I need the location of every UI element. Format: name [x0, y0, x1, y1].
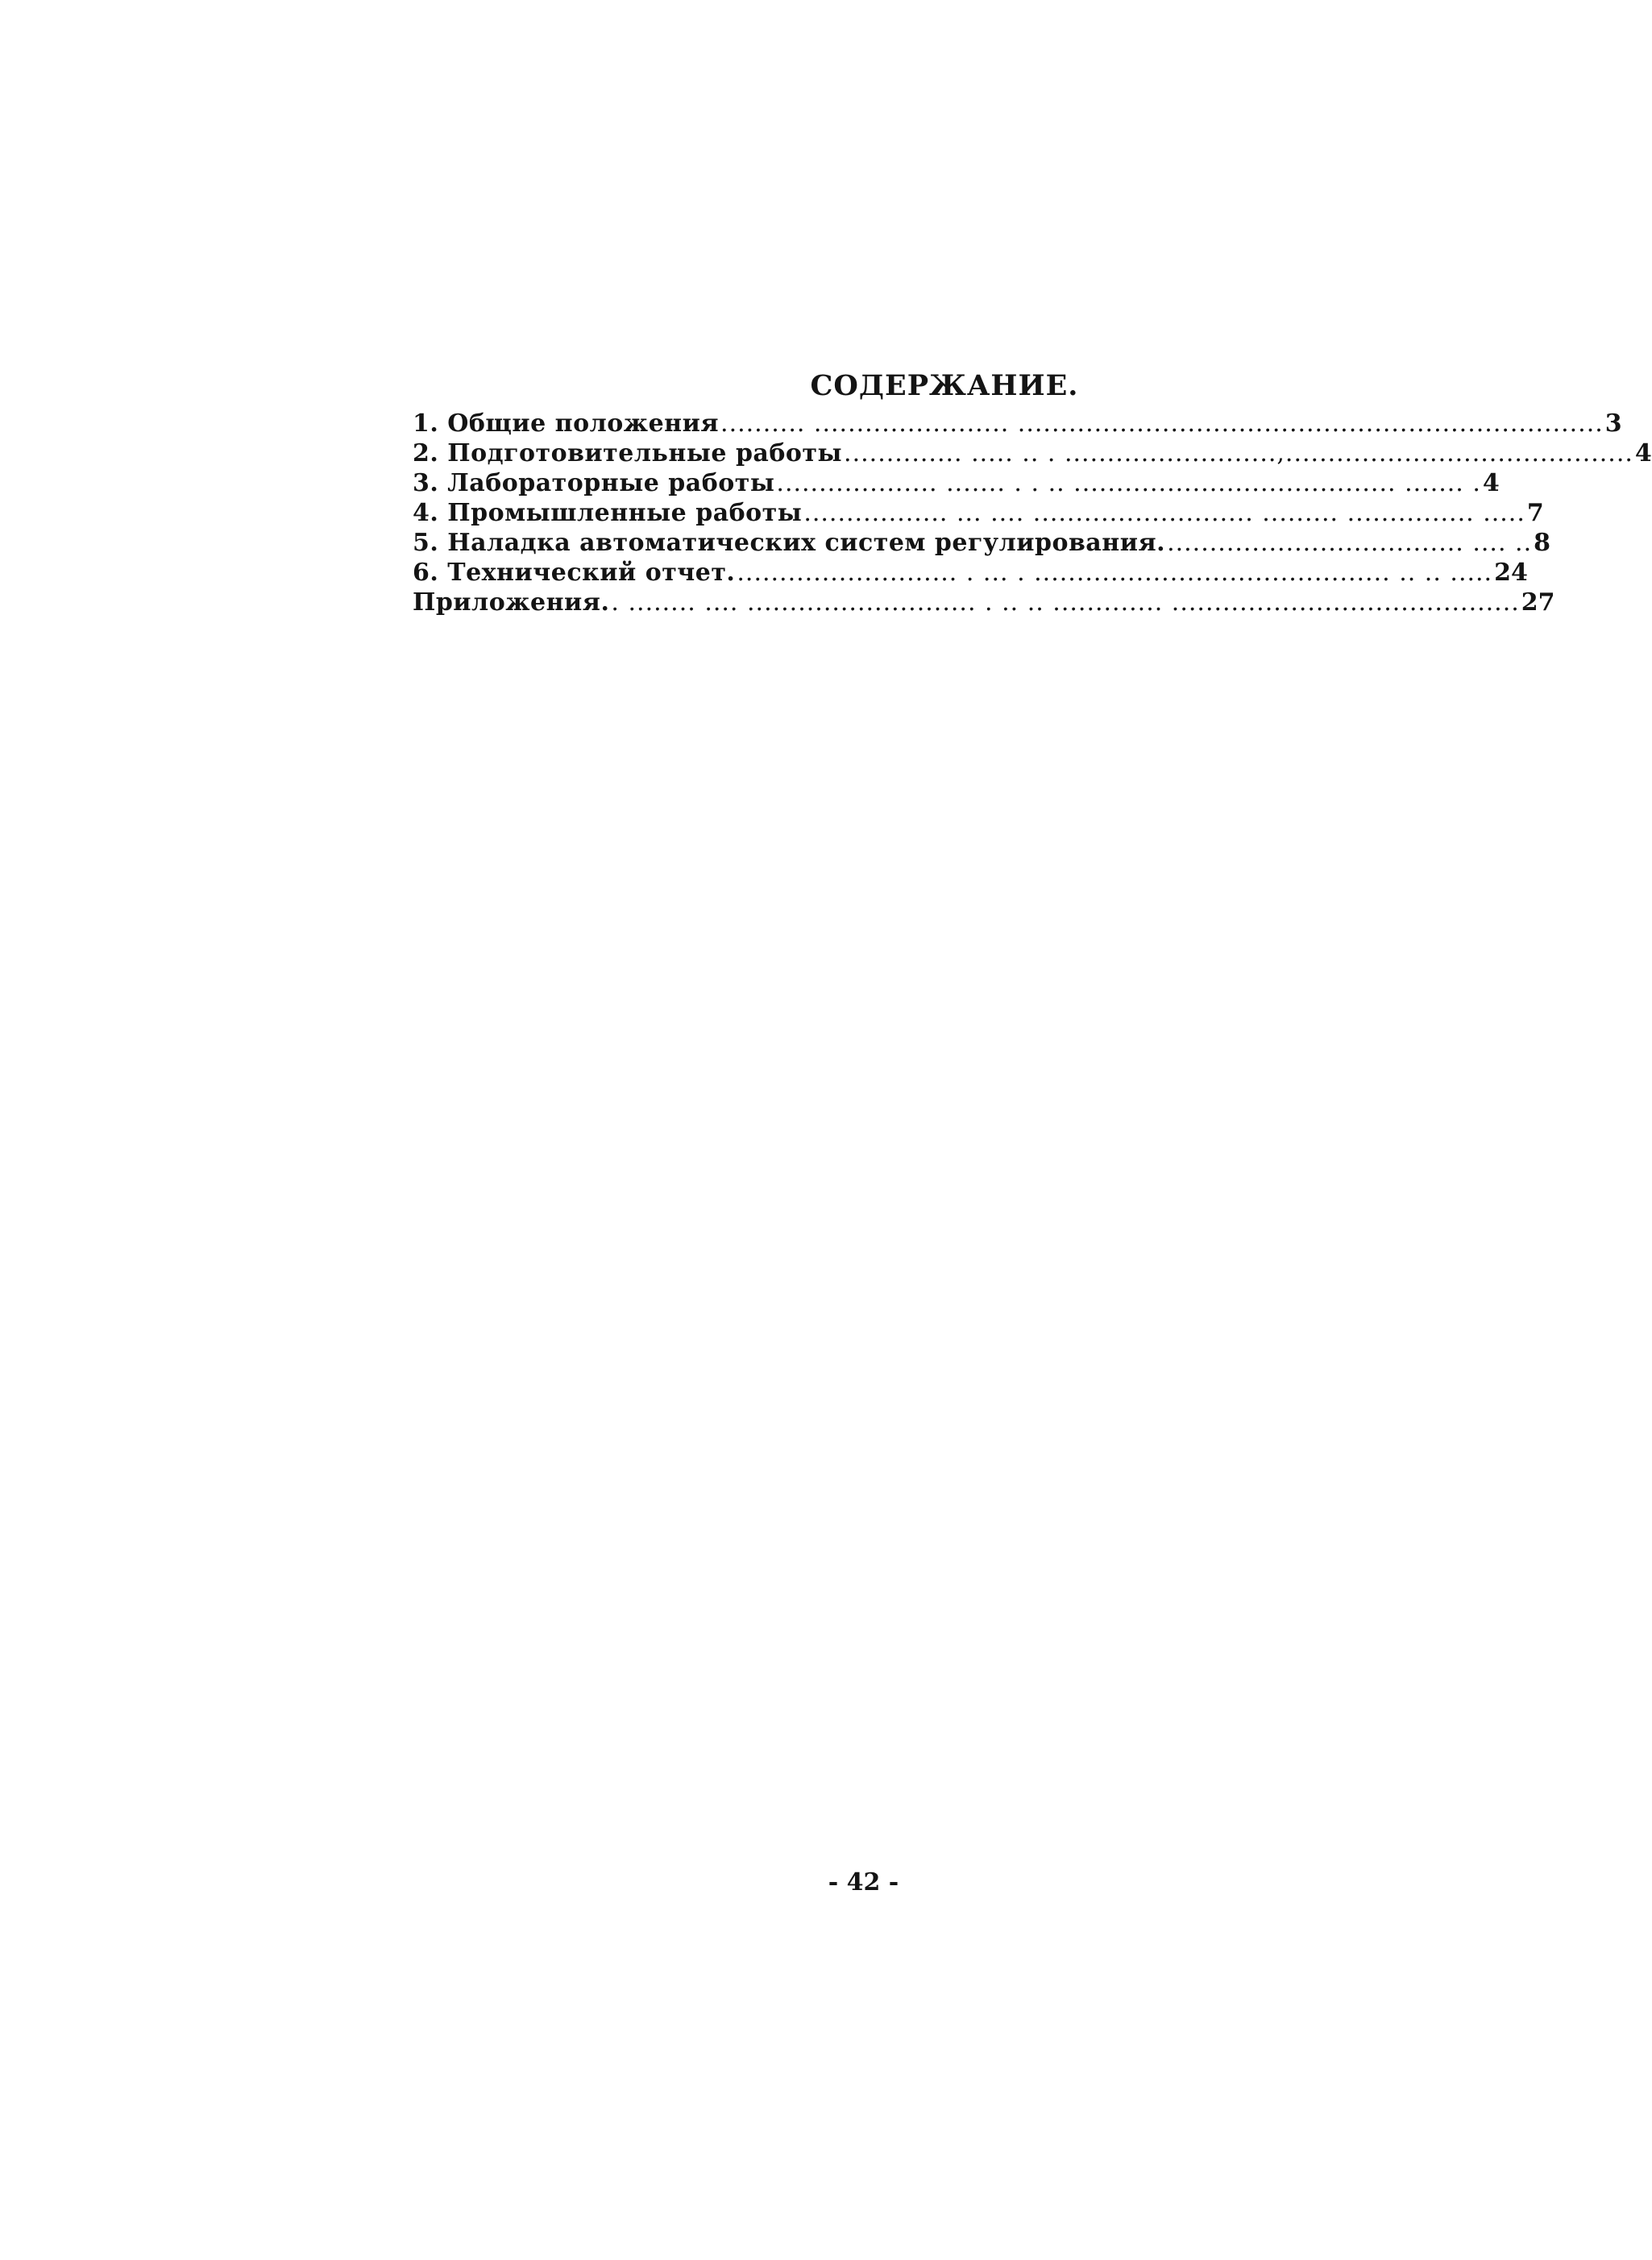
toc-entry-label: 2. Подготовительные работы — [413, 439, 843, 467]
toc-entry-label: 1. Общие положения — [413, 409, 720, 438]
toc-dot-leader: ................... ....... . . .. ...................................... ....... . — [776, 469, 1481, 497]
toc-dot-leader: .............. ..... .. . .........................,......................................... — [844, 439, 1633, 467]
toc-entry-page: 7 — [1526, 499, 1544, 527]
toc-entry — [413, 409, 1622, 438]
toc-entry-page: 4 — [1482, 469, 1500, 497]
toc-entry-label: 4. Промышленные работы — [413, 499, 803, 527]
toc-entry — [413, 528, 1550, 558]
toc-dot-leader: . ........ .... ........................... . .. .. ............. ......................................... — [611, 588, 1520, 617]
toc-list — [413, 409, 1652, 617]
toc-entry-page: 3 — [1604, 409, 1622, 438]
toc-dot-leader: ................................... .... .. — [1167, 529, 1533, 557]
toc-entry-page: 24 — [1494, 559, 1528, 587]
toc-entry — [413, 498, 1544, 528]
table-of-contents — [413, 367, 1652, 617]
page-number: - 42 - — [828, 1868, 899, 1896]
toc-entry-label: 5. Наладка автоматических систем регулирования. — [413, 529, 1166, 557]
toc-entry-label: 6. Технический отчет. — [413, 559, 736, 587]
toc-entry — [413, 588, 1555, 617]
toc-entry — [413, 438, 1652, 468]
toc-entry-page: 4 — [1634, 439, 1652, 467]
toc-entry-label: 3. Лабораторные работы — [413, 469, 775, 497]
toc-entry-page: 8 — [1534, 529, 1550, 557]
toc-entry-page: 27 — [1521, 588, 1555, 617]
toc-entry-label: Приложения. — [413, 588, 610, 617]
toc-dot-leader: .......... ....................... ..................................................................... — [720, 409, 1604, 438]
toc-dot-leader: .......................... . ... . .......................................... .. .. ..... — [737, 559, 1493, 587]
toc-entry — [413, 468, 1500, 498]
toc-entry — [413, 558, 1528, 588]
toc-title: СОДЕРЖАНИЕ. — [810, 369, 1079, 402]
toc-dot-leader: ................. ... .... .......................... ......... ............... ..... — [803, 499, 1525, 527]
